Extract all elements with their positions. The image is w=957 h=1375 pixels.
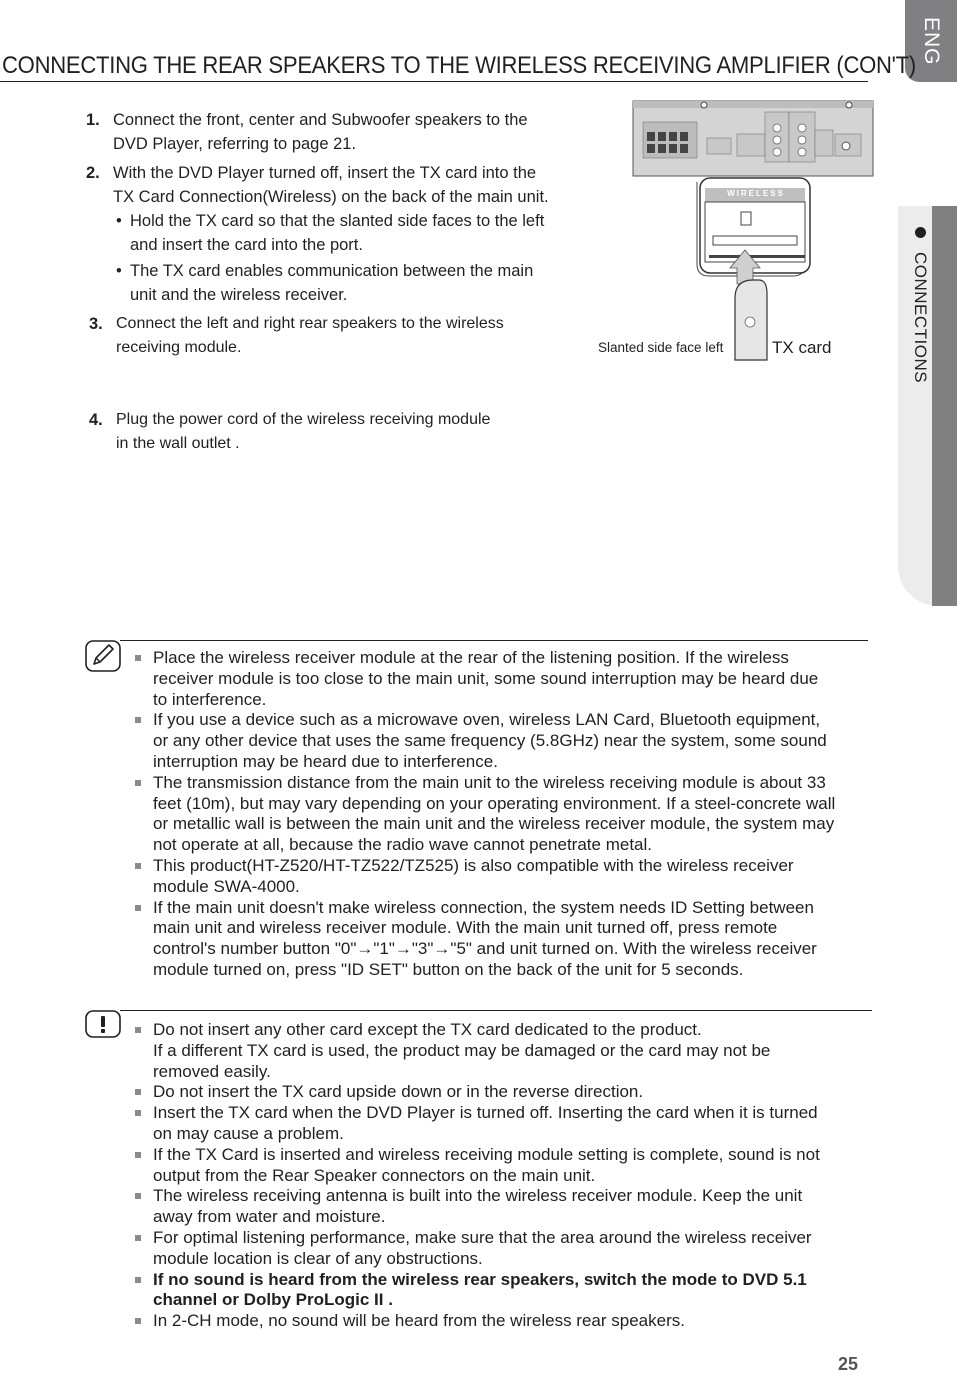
note-pencil-icon — [85, 640, 121, 672]
section-tab-stripe — [932, 206, 957, 606]
caution-item: The wireless receiving antenna is built into the wireless receiver module. Keep the unit away from water and moisture. — [153, 1186, 873, 1228]
caution-item: Do not insert any other card except the TX card dedicated to the product. If a different TX card is used, the product may be damaged or the card may not be removed easily. — [153, 1020, 873, 1082]
step-text-line: With the DVD Player turned off, insert the TX card into the — [113, 164, 537, 182]
panel-top-edge — [633, 101, 873, 108]
section-tab-label-wrap — [900, 215, 930, 395]
square-bullet-icon — [135, 655, 141, 661]
square-bullet-icon — [135, 863, 141, 869]
title-divider — [0, 81, 868, 82]
caution-divider — [120, 1010, 872, 1011]
bullet-line: unit and the wireless receiver. — [130, 286, 348, 304]
note-item: If you use a device such as a microwave oven, wireless LAN Card, Bluetooth equipment, or any other device that uses the same frequency (5.8GHz) near the system, some sound interruption may be heard due to interference. — [153, 710, 873, 772]
square-bullet-icon — [135, 780, 141, 786]
bullet-line: and insert the card into the port. — [130, 236, 363, 254]
section-tab-label: CONNECTIONS — [911, 251, 930, 384]
wireless-slot-label: WIRELESS — [727, 189, 785, 198]
square-bullet-icon — [135, 717, 141, 723]
square-bullet-icon — [135, 1027, 141, 1033]
square-bullet-icon — [135, 1110, 141, 1116]
square-bullet-icon — [135, 1318, 141, 1324]
caution-item: If the TX Card is inserted and wireless receiving module setting is complete, sound is not output from the Rear Speaker connectors on the main unit. — [153, 1145, 873, 1187]
wireless-slot-housing — [705, 202, 805, 262]
step-text-line: Connect the front, center and Subwoofer speakers to the — [113, 111, 528, 129]
caution-item-bold: If no sound is heard from the wireless rear speakers, switch the mode to DVD 5.1 channel or Dolby ProLogic II . — [153, 1270, 873, 1312]
bullet-icon: • — [116, 212, 122, 230]
caution-item: Insert the TX card when the DVD Player is turned off. Inserting the card when it is turned on may cause a problem. — [153, 1103, 873, 1145]
step-bullet — [116, 209, 545, 257]
cautions-list — [153, 1020, 873, 1332]
step-number: 2. — [86, 164, 100, 182]
tx-card-logo-icon — [745, 317, 755, 327]
bullet-icon: • — [116, 262, 122, 280]
caution-item: Do not insert the TX card upside down or in the reverse direction. — [153, 1082, 873, 1103]
port-jack-icon — [842, 142, 850, 150]
bullet-line: Hold the TX card so that the slanted side faces to the left — [130, 212, 545, 230]
step-number: 4. — [89, 411, 103, 429]
square-bullet-icon — [135, 905, 141, 911]
step-text-line: Connect the left and right rear speakers to the wireless — [116, 315, 504, 332]
steps-list — [0, 108, 600, 458]
note-item: The transmission distance from the main unit to the wireless receiving module is about 33 feet (10m), but may vary depending on your operating environment. If a steel-concrete wall or metallic wall is between the main unit and the wireless receiver module, the system may not operate at all, because the radio wave cannot penetrate metal. — [153, 773, 873, 856]
rear-panel-diagram — [595, 98, 875, 378]
caution-item: In 2-CH mode, no sound will be heard from the wireless rear speakers. — [153, 1311, 873, 1332]
square-bullet-icon — [135, 1193, 141, 1199]
panel-screw-icon — [701, 102, 707, 108]
language-tab-label: ENG — [920, 16, 943, 66]
notes-list — [153, 648, 873, 981]
illustration-caption: Slanted side face left — [598, 340, 724, 355]
page-title: CONNECTING THE REAR SPEAKERS TO THE WIRELESS RECEIVING AMPLIFIER (CON'T) — [2, 52, 916, 79]
note-item: This product(HT-Z520/HT-TZ522/TZ525) is also compatible with the wireless receiver module SWA-4000. — [153, 856, 873, 898]
caution-exclamation-icon — [85, 1010, 121, 1038]
step-bullet — [116, 259, 534, 307]
step-text-line: Plug the power cord of the wireless receiving module — [116, 411, 491, 428]
square-bullet-icon — [135, 1152, 141, 1158]
card-slot-opening — [713, 236, 797, 245]
step-number: 3. — [89, 315, 103, 333]
bullet-dot-icon — [915, 227, 926, 238]
notes-divider — [120, 640, 868, 641]
tx-card-illustration — [595, 98, 875, 378]
caution-item: For optimal listening performance, make sure that the area around the wireless receiver module location is clear of any obstructions. — [153, 1228, 873, 1270]
square-bullet-icon — [135, 1089, 141, 1095]
slot-indicator-icon — [741, 212, 751, 225]
step-text-line: TX Card Connection(Wireless) on the back of the main unit. — [113, 188, 549, 206]
page-number: 25 — [838, 1354, 859, 1374]
port-block — [737, 134, 765, 156]
note-item: Place the wireless receiver module at the rear of the listening position. If the wireless receiver module is too close to the main unit, some sound interruption may be heard due to interference. — [153, 648, 873, 710]
square-bullet-icon — [135, 1277, 141, 1283]
port-block — [815, 130, 833, 156]
step-text-line: receiving module. — [116, 339, 242, 356]
step-number: 1. — [86, 111, 100, 129]
note-item: If the main unit doesn't make wireless connection, the system needs ID Setting between main unit and wireless receiver module. With the main unit turned off, press remote control's number button "0"→"1"→"3"→"5" and unit turned on. With the wireless receiver module turned on, press "ID SET" button on the back of the unit for 5 seconds. — [153, 898, 873, 981]
bullet-line: The TX card enables communication between the main — [130, 262, 534, 280]
step-text-line: DVD Player, referring to page 21. — [113, 135, 357, 153]
square-bullet-icon — [135, 1235, 141, 1241]
step-text-line: in the wall outlet . — [116, 435, 240, 452]
panel-screw-icon — [846, 102, 852, 108]
port-block — [707, 138, 731, 154]
tx-card-label: TX card — [772, 338, 832, 357]
